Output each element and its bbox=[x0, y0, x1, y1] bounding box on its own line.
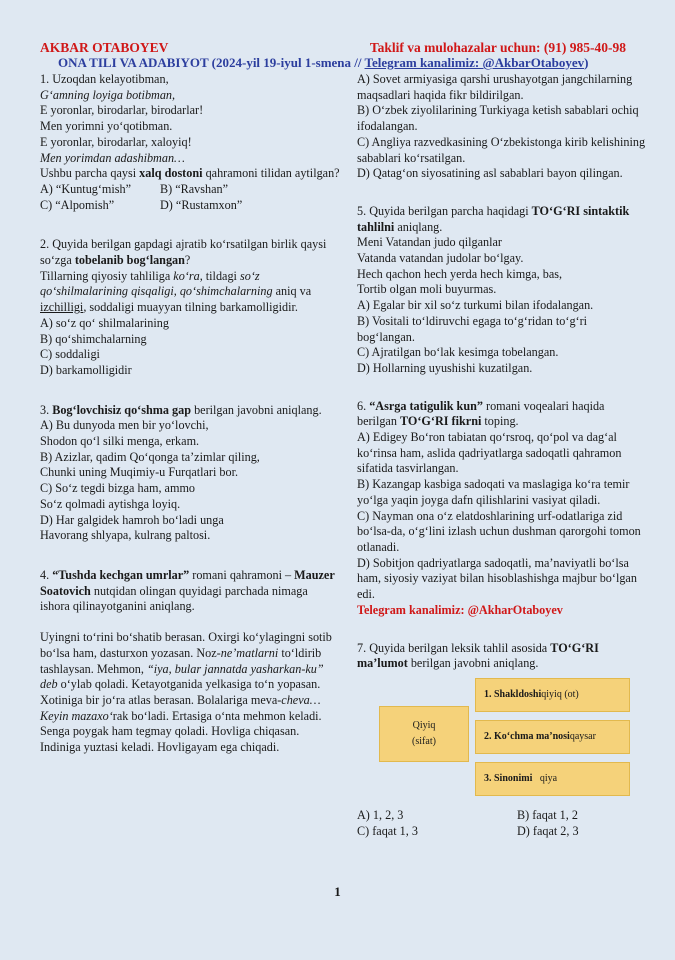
question-7 bbox=[357, 641, 647, 840]
q3-line: Chunki uning Muqimiy-u Furqatlari bor. bbox=[40, 465, 239, 480]
q1-line: G‘amning loyiga botibman, bbox=[40, 87, 176, 102]
question-4 bbox=[40, 568, 340, 756]
center-word: Qiyiq bbox=[412, 720, 436, 732]
q6-bold2: TO‘G‘RI fikrni bbox=[399, 414, 482, 429]
q7-option-d[interactable]: D) faqat 2, 3 bbox=[517, 823, 579, 838]
q4-t2-italic: “iya, bular jannatda yasharkan-ku” deb bbox=[40, 661, 324, 692]
q4-option-c[interactable]: C) Angliya razvedkasining O‘zbekistonga kirib kelishining sabablari ko‘rsatilgan. bbox=[357, 134, 646, 165]
q2-s1b: , tildagi bbox=[199, 268, 240, 283]
subtitle bbox=[58, 55, 588, 71]
q1-prompt-post: qahramoni tilidan aytilgan? bbox=[202, 166, 340, 181]
q2-s1: Tillarning qiyosiy tahliliga bbox=[40, 268, 174, 283]
q5-option-a[interactable]: A) Egalar bir xil so‘z turkumi bilan ifodalangan. bbox=[357, 298, 594, 313]
box2-label: 2. Ko‘chma ma’nosi bbox=[484, 731, 570, 743]
right-column bbox=[357, 72, 647, 854]
q4-t2: to‘ldirib tashlaysan. Mehmon, bbox=[40, 645, 322, 676]
q2-prompt bbox=[40, 237, 340, 268]
q6-post: toping. bbox=[481, 414, 519, 429]
q3-line[interactable]: A) Bu dunyoda men bir yo‘lovchi, bbox=[40, 418, 209, 433]
q3-line: Havorang shlyapa, kulrang paltosi. bbox=[40, 528, 211, 543]
q3-line[interactable]: C) So‘z tegdi bizga ham, ammo bbox=[40, 481, 196, 496]
question-3 bbox=[40, 403, 340, 544]
diagram-box-2 bbox=[475, 720, 630, 754]
q7-option-b[interactable]: B) faqat 1, 2 bbox=[517, 807, 578, 822]
question-6 bbox=[357, 399, 647, 619]
question-1 bbox=[40, 72, 340, 213]
q4-option-a[interactable]: A) Sovet armiyasiga qarshi urushayotgan jangchilarning maqsadlari haqida fikr bildirilgan. bbox=[357, 72, 633, 102]
page-number: 1 bbox=[334, 884, 341, 899]
q5-poem-line: Vatanda vatandan judolar bo‘lgay. bbox=[357, 251, 524, 266]
q3-line[interactable]: B) Azizlar, qadim Qo‘qonga ta’zimlar qiling, bbox=[40, 449, 260, 464]
center-sub: (sifat) bbox=[412, 735, 436, 747]
q7-pre: 7. Quyida berilgan leksik tahlil asosida bbox=[357, 640, 551, 655]
diagram-box-3 bbox=[475, 762, 630, 796]
q2-prompt-pre: 2. Quyida berilgan gapdagi ajratib ko‘rsatilgan birlik qaysi so‘zga bbox=[40, 237, 327, 268]
q1-prompt-pre: Ushbu parcha qaysi bbox=[40, 166, 140, 181]
q1-italic-line: Men yorimdan adashibman… bbox=[40, 150, 185, 165]
q4-t1-italic: ne’matlarni bbox=[220, 645, 279, 660]
q7-post: berilgan javobni aniqlang. bbox=[407, 656, 539, 671]
q6-option-d[interactable]: D) Sobitjon qadriyatlarga sadoqatli, ma’naviyatli bo‘lsa ham, siyosiy vaziyat bilan hisoblashishga majbur bo‘lgan edi. bbox=[357, 555, 637, 602]
q4-option-b[interactable]: B) O‘zbek ziyolilarining Turkiyaga ketish sabablari ochiq ifodalangan. bbox=[357, 103, 639, 134]
q5-poem-line: Meni Vatandan judo qilganlar bbox=[357, 235, 502, 250]
box2-value: qaysar bbox=[569, 731, 596, 743]
q4-t4: rak bo‘ladi. Ertasiga o‘nta mehmon keladi. Senga poygak ham tegmay qoladi. Hovliga chiqasan. Indiniga yuztasi keladi. Hovligayam ega chiqadi. bbox=[40, 708, 322, 755]
q4-t1: Uyingni to‘rini bo‘shatib berasan. Oxirgi ko‘ylagingni sotib bo‘lsa ham, dasturxon yozasan. Noz- bbox=[40, 630, 332, 660]
left-column bbox=[40, 72, 340, 771]
q3-line: So‘z qolmadi aytishga loyiq. bbox=[40, 496, 181, 511]
q1-line: E yoronlar, birodarlar, birodarlar! bbox=[40, 103, 204, 118]
q4-bold1: “Tushda kechgan umrlar” bbox=[52, 567, 190, 582]
q4-mid1: romani qahramoni – bbox=[189, 567, 295, 582]
q2-option-b[interactable]: B) qo‘shimchalarning bbox=[40, 331, 147, 346]
q5-poem-line: Hech qachon hech yerda hech kimga, bas, bbox=[357, 266, 563, 281]
diagram-center-box bbox=[379, 706, 469, 762]
q4-t3-italic: cheva… Keyin mazaxo‘ bbox=[40, 692, 321, 723]
box1-value: qiyiq (ot) bbox=[541, 689, 579, 701]
box3-value: qiya bbox=[532, 773, 558, 785]
q4-pre: 4. bbox=[40, 567, 53, 582]
q4-mid2: nutqidan olingan quyidagi parchada nimaga ishora qilinayotganini aniqlang. bbox=[40, 583, 308, 614]
subtitle-main: ONA TILI VA ADABIYOT (2024-yil 19-iyul 1-smena // bbox=[58, 55, 365, 70]
q6-bold1: “Asrga tatigulik kun” bbox=[369, 398, 483, 413]
q5-option-d[interactable]: D) Hollarning uyushishi kuzatilgan. bbox=[357, 360, 533, 375]
q7-options bbox=[357, 808, 647, 839]
question-4-options bbox=[357, 72, 647, 182]
q6-prompt bbox=[357, 399, 647, 430]
q5-pre: 5. Quyida berilgan parcha haqidagi bbox=[357, 203, 532, 218]
question-2 bbox=[40, 237, 340, 378]
q1-prompt bbox=[40, 166, 340, 182]
q1-option-c[interactable]: C) “Alpomish” bbox=[40, 197, 115, 212]
q2-option-c[interactable]: C) soddaligi bbox=[40, 347, 100, 362]
q1-options-row bbox=[40, 198, 340, 214]
author-name: AKBAR OTABOYEV bbox=[40, 40, 169, 55]
q5-bold: TO‘G‘RI sintaktik tahlilni bbox=[357, 203, 630, 234]
q6-pre: 6. bbox=[357, 398, 370, 413]
q6-mid: romani voqealari haqida berilgan bbox=[357, 398, 605, 429]
q2-s1d: , soddaligi muayyan tilning barkamolligidir. bbox=[83, 300, 298, 315]
q7-option-c[interactable]: C) faqat 1, 3 bbox=[357, 823, 418, 838]
q2-prompt-bold: tobelanib bog‘langan bbox=[74, 253, 185, 268]
q2-option-d[interactable]: D) barkamolligidir bbox=[40, 362, 132, 377]
q1-line: 1. Uzoqdan kelayotibman, bbox=[40, 72, 169, 86]
box1-label: 1. Shakldoshi bbox=[484, 689, 542, 701]
q1-option-b[interactable]: B) “Ravshan” bbox=[160, 181, 229, 196]
q6-option-c[interactable]: C) Nayman ona o‘z elatdoshlarining urf-odatlariga zid bo‘lsa-da, o‘g‘lini izlash uchun dushman qarorgohi tomon otlanadi. bbox=[357, 508, 641, 554]
box3-label: 3. Sinonimi bbox=[484, 773, 533, 785]
q2-s1-italic2: so‘z qo‘shilmalarining qisqaligi, qo‘shimchalarning bbox=[40, 268, 273, 299]
q2-sentence bbox=[40, 269, 340, 316]
q4-prompt bbox=[40, 568, 340, 615]
q1-option-a[interactable]: A) “Kuntug‘mish” bbox=[40, 181, 132, 196]
q6-option-a[interactable]: A) Edigey Bo‘ron tabiatan qo‘rsroq, qo‘pol va dag‘al ko‘rinsa ham, aslida qadriyatlarga sadoqatli qahramon sifatida tasvirlangan. bbox=[357, 430, 622, 476]
q5-post: aniqlang. bbox=[394, 219, 443, 234]
q3-post: berilgan javobni aniqlang. bbox=[191, 402, 322, 417]
q3-prompt bbox=[40, 403, 340, 419]
q5-option-c[interactable]: C) Ajratilgan bo‘lak kesimga tobelangan. bbox=[357, 345, 559, 360]
q3-pre: 3. bbox=[40, 402, 53, 417]
q2-prompt-post: ? bbox=[184, 253, 191, 268]
q1-option-d[interactable]: D) “Rustamxon” bbox=[160, 197, 243, 212]
lexical-diagram bbox=[357, 678, 647, 806]
q1-prompt-bold: xalq dostoni bbox=[139, 166, 203, 181]
contact-info: Taklif va mulohazalar uchun: (91) 985-40-98 bbox=[369, 40, 626, 55]
q6-option-b[interactable]: B) Kazangap kasbiga sadoqati va maslagiga ko‘ra temir yo‘lga yaqin joyga dafn qilishlarini vasiyat qiladi. bbox=[357, 477, 630, 507]
q3-bold: Bog‘lovchisiz qo‘shma gap bbox=[52, 402, 192, 417]
q5-prompt bbox=[357, 204, 647, 235]
q2-s1-italic: ko‘ra bbox=[173, 268, 200, 283]
q4-bold2: Mauzer Soatovich bbox=[40, 567, 335, 598]
q1-line: Men yorimni yo‘qotibman. bbox=[40, 119, 173, 134]
q1-line: E yoronlar, birodarlar, xaloyiq! bbox=[40, 134, 192, 149]
q1-options-row bbox=[40, 182, 340, 198]
q4-t3: o‘ylab qoladi. Ketayotganida yelkasiga to‘n yopasan. Xotiniga bir jo‘ra atlas berasan. Bolalariga meva- bbox=[40, 677, 321, 707]
q5-option-b[interactable]: B) Vositali to‘ldiruvchi egaga to‘g‘ridan to‘g‘ri bog‘langan. bbox=[357, 313, 588, 344]
q5-poem-line: Tortib olgan moli buyurmas. bbox=[357, 282, 497, 297]
q3-line[interactable]: D) Har galgidek hamroh bo‘ladi unga bbox=[40, 512, 224, 527]
telegram-channel[interactable]: Telegram kanalimiz: @AkharOtaboyev bbox=[357, 602, 563, 617]
subtitle-end: ) bbox=[584, 55, 589, 70]
telegram-link[interactable]: Telegram kanalimiz: @AkbarOtaboyev bbox=[364, 55, 585, 70]
diagram-box-1 bbox=[475, 678, 630, 712]
q2-s1-underlined: izchilligi bbox=[40, 300, 84, 315]
q2-s1c: aniq va bbox=[272, 284, 312, 299]
question-5 bbox=[357, 204, 647, 377]
q7-prompt bbox=[357, 641, 647, 672]
q2-option-a[interactable]: A) so‘z qo‘ shilmalarining bbox=[40, 315, 169, 330]
q4-option-d[interactable]: D) Qatag‘on siyosatining asl sabablari bayon qilingan. bbox=[357, 166, 623, 181]
q7-bold: TO‘G‘RI ma’lumot bbox=[357, 640, 599, 671]
q4-passage bbox=[40, 630, 340, 756]
q7-option-a[interactable]: A) 1, 2, 3 bbox=[357, 807, 404, 822]
q3-line: Shodon qo‘l silki menga, erkam. bbox=[40, 434, 200, 449]
